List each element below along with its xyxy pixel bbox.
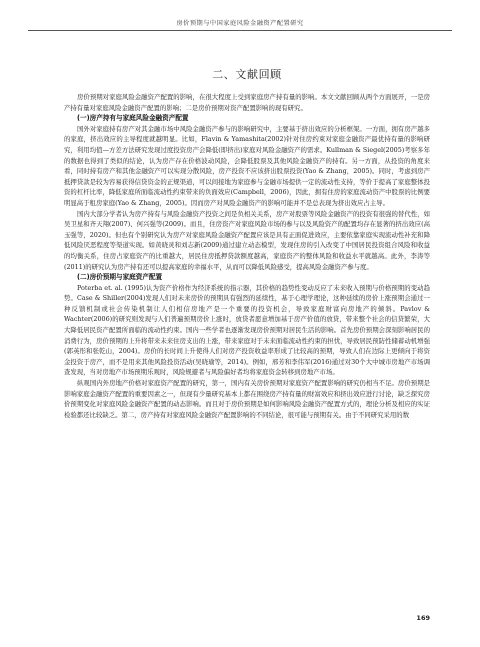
subsection-2-paragraph-1: Poterba et. al. (1995)认为资产价格作为经济系统的指示器，其价格的趋势性变动反应了未来收入预期与价格预期的变动趋势。Case & Shiller(2004)发现人们对未来房价的预期具有强烈的延续性，基于心理学理论，这种延续的房价上涨预期会通过一种反馈机制或社会传染机制让人们相信房地产是一个重要的投资机会，导致家庭财富向房地产的倾斜。Pavlov & Wachter(2006)的研究则发现与人们普遍预期房价上涨时，放贷者愿意增加基于房产价值的放贷，带来整个社会的信贷繁荣，大大降低居民资产配置所面临的流动性约束。国内一些学者也逐渐发现房价预期对居民生活的影响。首先房价预期会深刻影响居民的消费行为，房价预期的上升将带来未来住房支出的上涨，带来家庭对于未来面临流动性约束的担忧，导致居民预防性储蓄动机增强(郭英彤和张乾山，2004)。房价的长时间上升使得人们对房产投资收益率形成了比较高的预期，导致人们在边际上更倾向于将资金投资于房产，而不是用来其他风险投资活动(吴晓瑜等，2014)。例如，邢芳和李伟军(2016)通过对30个大中城市房地产市场调查发现，当对房地产市场预期乐观时，风险规避者与风险偏好者均将家庭资金转移到房地产市场。 <box>64 283 430 377</box>
subsection-2-paragraph-2: 纵观国内外房地产价格对家庭资产配置的研究，第一，国内有关房价预期对家庭资产配置影响的研究仍相当不足。房价预期是影响家庭金融资产配置的重要因素之一，但现有少量研究基本上都在围绕房产持有量的财富效应和挤出效应进行讨论，缺乏探究房价预期变化对家庭风险金融资产配置的动态影响。而且对于房价预期是如何影响风险金融资产配置方式的，理论分析及相应的实证检验都还比较缺乏。第二，房产持有对家庭风险金融资产配置影响的不同结论，很可能与预期有关。由于不同研究采用的数 <box>64 379 430 419</box>
article-body <box>64 66 430 420</box>
running-header: 房价预期与中国家庭风险金融资产配置研究 <box>28 18 452 31</box>
section-title: 二、文献回顾 <box>212 68 282 81</box>
intro-paragraph: 房价预期对家庭风险金融资产配置的影响，在很大程度上受到家庭房产持有量的影响。本文文献回顾从两个方面展开，一是房产持有量对家庭风险金融资产配置的影响；二是房价预期对资产配置影响的现有研究。 <box>64 93 430 112</box>
subsection-1-paragraph-1: 国外对家庭持有房产对其金融市场中风险金融资产参与的影响研究中，主要基于挤出效应的分析框架。一方面，拥有房产越多的家庭，挤出效应的主导程度就越明显。比如，Flavin & Yamashita(2002)针对住房约束对家庭金融资产最优持有量的影响研究，利用均值—方差方法研究发现过度投资房产会降低(即挤出)家庭对风险金融资产的需求。Kullman & Siegel(2005)考察多年的数据也得到了类似的结论，认为房产存在价格波动风险，会降低股票及其他风险金融资产的持有。另一方面，从投资的角度来看，同时持有房产和其他金融资产可以实现分散风险，房产投资不应该挤出股票投资(Yao & Zhang，2005)。同时，考虑到房产抵押贷款是较为容易获得信贷资金的正规渠道，可以间接地为家庭参与金融市场提供一定的流动性支持，等价于提高了家庭整体投资的杠杆比率，降低家庭所面临流动性约束带来的负面效应(Campbell，2006)，因此，拥有住房的家庭流动资产中股票的比例要明显高于租房家庭(Yao & Zhang，2005)。因而房产对风险金融资产的影响可能并不是总表现为挤出效应占主导。 <box>64 124 430 207</box>
subsection-1-paragraph-2: 国内大部分学者认为房产持有与风险金融资产投资之间是负相关关系，房产对股票等风险金融资产的投资有很强的替代性，如吴卫星和齐天翔(2007)、何兴强等(2009)。而且，住房资产对家庭风险市场的参与以及风险资产的配置均存在显著的挤出效应(高玉强等，2020)。但也有个别研究认为房产对家庭风险金融资产配置应该是具有正面促进效应，主要依靠家庭实现流动性补充和降低风险厌恶程度等渠道实现。如黄晓灵和刘志新(2009)通过建立动态模型，发现住房的引入改变了中国居民投资组合风险和收益的均衡关系，住房占家庭资产的比重越大，居民住房抵押贷款额度越高，家庭资产的整体风险和收益水平就越高。此外，李涛等(2011)的研究认为房产持有还可以提高家庭的幸福水平，从而可以降低风险感受，提高风险金融资产参与度。 <box>64 209 430 271</box>
subsection-1-heading: (一)房产持有与家庭风险金融资产配置 <box>77 114 189 123</box>
subsection-2-heading: (二)房价预期与家庭资产配置 <box>77 273 163 282</box>
page-number: 169 <box>416 614 430 622</box>
